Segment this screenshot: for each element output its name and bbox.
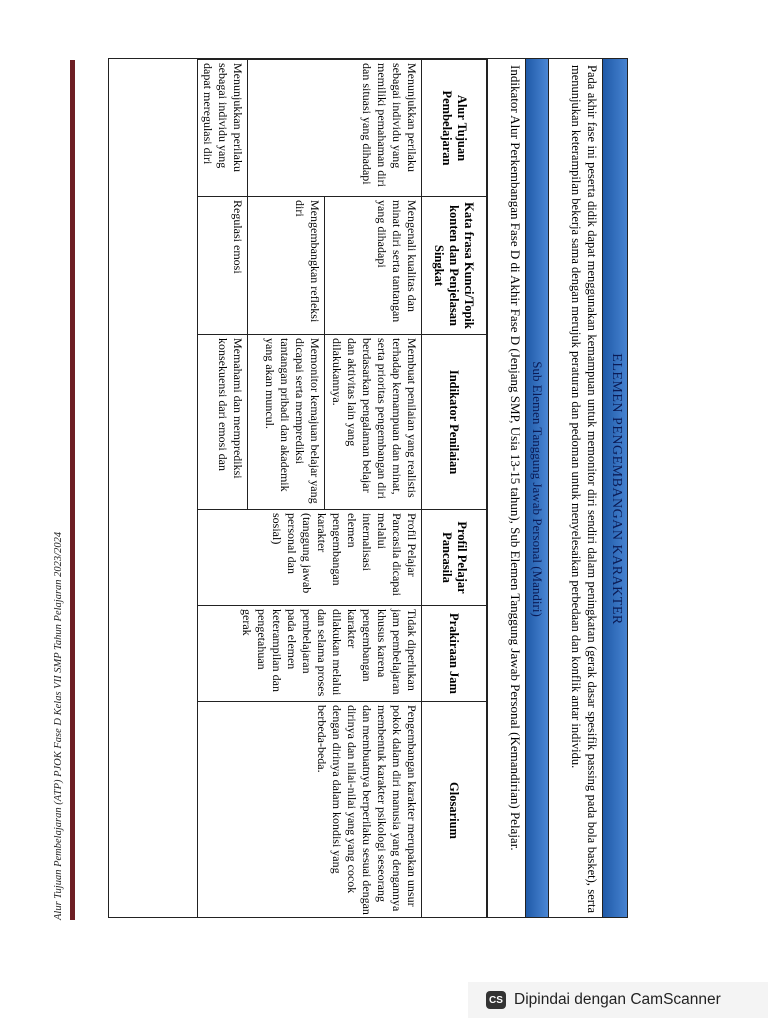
section-title: ELEMEN PENGEMBANGAN KARAKTER [602, 59, 628, 918]
table-header-row [422, 60, 487, 919]
cell-kata-3: Regulasi emosi [198, 197, 248, 335]
cell-profil: Profil Pelajar Pancasila dicapai melalui internalisasi elemen pengembangan karakter (tanggung jawab personal dan sosial) [198, 510, 422, 606]
col-header-indikator: Indikator Penilaian [422, 335, 487, 510]
intro-paragraph: Pada akhir fase ini peserta didik dapat menggunakan kemampuan untuk memonitor diri sendiri dalam peningkatan (gerak dasar spesifik passing pada bola basket), serta menunjukan keterampilan bekerja sama dengan merujuk peraturan dan pedoman untuk menyelesaikan perbedaan dan konflik antar individu. [548, 59, 602, 918]
sub-element-heading: Sub Elemen Tanggung Jawab Personal (Mandiri) [525, 59, 548, 918]
page-footer [52, 60, 66, 920]
camscanner-watermark [468, 982, 768, 1018]
cell-glosarium: Pengembangan karakter merupakan unsur pokok dalam diri manusia yang dengannya membentuk karakter psikologi seseorang dan membuatnya berperilaku sesuai dengan dirinya dan nilai-nilai yang yang cocok dengan dirinya dalam kondisi yang berbeda-beda. [198, 702, 422, 919]
table-row [325, 60, 422, 919]
cell-kata-1: Mengenali kualitas dan minat diri serta tantangan yang dihadapi [325, 197, 422, 335]
indicator-line: Indikator Alur Perkembangan Fase D di Akhir Fase D (Jenjang SMP, Usia 13-15 tahun), Sub Elemen Tanggung Jawab Personal (Kemandirian) Pelajar. [487, 59, 525, 918]
col-header-profil: Profil Pelajar Pancasila [422, 510, 487, 606]
atp-table [197, 59, 487, 918]
cell-atp-1: Menunjukkan perilaku sebagai individu yang memiliki pemahaman diri dan situasi yang dihadapi [248, 60, 422, 197]
cell-indikator-1: Membuat penilaian yang realistis terhadap kemampuan dan minat, serta prioritas pengembangan diri berdasarkan pengalaman belajar dan aktivitas lain yang dilakukannya. [325, 335, 422, 510]
col-header-kata: Kata frasa Kunci/Topik konten dan Penjelasan Singkat [422, 197, 487, 335]
camscanner-icon: CS [486, 991, 506, 1009]
col-header-prakiraan: Prakiraan Jam [422, 606, 487, 702]
cell-indikator-2: Memonitor kemajuan belajar yang dicapai serta memprediksi tantangan pribadi dan akademik yang akan muncul. [248, 335, 325, 510]
footer-text: Alur Tujuan Pembelajaran (ATP) PJOK Fase D Kelas VII SMP Tahun Pelajaran 2023/2024 [53, 531, 64, 920]
col-header-glosarium: Glosarium [422, 702, 487, 919]
cell-indikator-3: Memahami dan memprediksi konsekuensi dari emosi dan [198, 335, 248, 510]
cell-atp-3: Menunjukkan perilaku sebagai individu yang dapat meregulasi diri [198, 60, 248, 197]
page-content [109, 59, 628, 918]
col-header-atp: Alur Tujuan Pembelajaran [422, 60, 487, 197]
cell-kata-2: Mengembangkan refleksi diri [248, 197, 325, 335]
document-page [108, 58, 628, 918]
footer-rule [70, 60, 75, 920]
cell-prakiraan: Tidak diperlukan jam pembelajaran khusus karena pengembangan karakter dilakukan melalui dan selama proses pembelajaran pada elemen keterampilan dan pengetahuan gerak [198, 606, 422, 702]
camscanner-label: Dipindai dengan CamScanner [514, 991, 721, 1008]
